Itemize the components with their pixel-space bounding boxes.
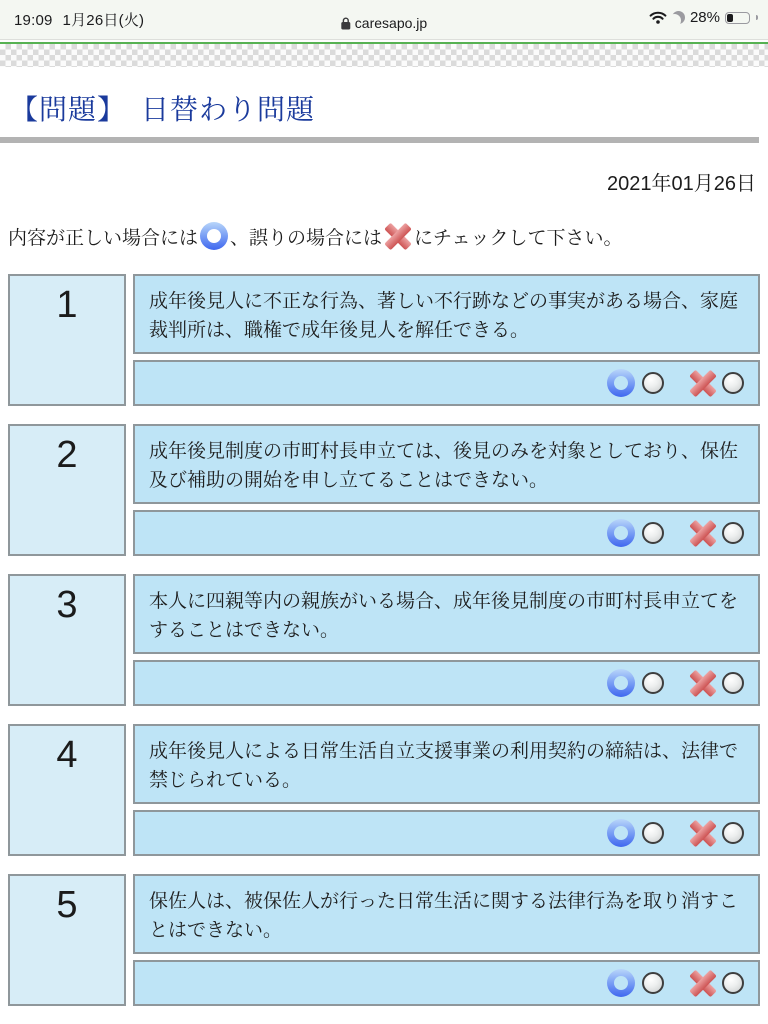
banner-image-placeholder	[0, 44, 768, 67]
question-row-1	[8, 274, 760, 406]
correct-radio[interactable]	[642, 672, 664, 694]
page-title: 【問題】 日替わり問題	[10, 94, 316, 125]
wrong-radio[interactable]	[722, 822, 744, 844]
correct-icon	[607, 969, 635, 997]
correct-radio[interactable]	[642, 972, 664, 994]
clock: 19:09	[14, 12, 53, 29]
quiz-date: 2021年01月26日	[607, 173, 756, 195]
instruction	[8, 222, 768, 250]
correct-icon	[607, 669, 635, 697]
correct-icon	[607, 819, 635, 847]
question-row-3	[8, 574, 760, 706]
wrong-icon	[689, 669, 717, 697]
status-date: 1月26日(火)	[62, 12, 145, 29]
question-row-5	[8, 874, 760, 1006]
question-number: 1	[8, 274, 126, 406]
wrong-radio[interactable]	[722, 972, 744, 994]
question-number: 3	[8, 574, 126, 706]
quiz-page	[0, 93, 768, 1024]
wrong-icon	[689, 969, 717, 997]
question-row-2	[8, 424, 760, 556]
correct-mark-icon	[200, 222, 228, 250]
question-row-4	[8, 724, 760, 856]
status-bar	[0, 0, 768, 40]
battery-tip	[756, 15, 758, 20]
correct-radio[interactable]	[642, 522, 664, 544]
correct-radio[interactable]	[642, 372, 664, 394]
wrong-radio[interactable]	[722, 522, 744, 544]
answer-row	[133, 510, 760, 556]
wrong-radio[interactable]	[722, 372, 744, 394]
wifi-icon	[649, 11, 667, 24]
answer-row	[133, 660, 760, 706]
wrong-radio[interactable]	[722, 672, 744, 694]
wrong-mark-icon	[384, 222, 412, 250]
question-text: 成年後見制度の市町村長申立ては、後見のみを対象としており、保佐及び補助の開始を申し立てることはできない。	[133, 424, 760, 504]
correct-icon	[607, 369, 635, 397]
address-bar[interactable]	[341, 15, 427, 31]
status-right	[649, 9, 758, 26]
instruction-text-3: にチェックして下さい。	[414, 227, 623, 249]
question-number: 4	[8, 724, 126, 856]
wrong-icon	[689, 819, 717, 847]
lock-icon	[341, 17, 351, 30]
question-text: 成年後見人による日常生活自立支援事業の利用契約の締結は、法律で禁じられている。	[133, 724, 760, 804]
status-left	[14, 9, 144, 30]
battery-percent: 28%	[689, 9, 720, 26]
wrong-icon	[689, 519, 717, 547]
battery-icon	[725, 12, 750, 24]
correct-radio[interactable]	[642, 822, 664, 844]
question-text: 本人に四親等内の親族がいる場合、成年後見制度の市町村長申立てをすることはできない。	[133, 574, 760, 654]
instruction-text-1: 内容が正しい場合には	[8, 227, 199, 249]
instruction-text-2: 、誤りの場合には	[230, 227, 383, 249]
answer-row	[133, 810, 760, 856]
question-number: 2	[8, 424, 126, 556]
question-list	[8, 274, 760, 1006]
answer-row	[133, 960, 760, 1006]
title-divider	[0, 137, 759, 143]
url-text: caresapo.jp	[354, 15, 428, 31]
question-text: 保佐人は、被保佐人が行った日常生活に関する法律行為を取り消すことはできない。	[133, 874, 760, 954]
correct-icon	[607, 519, 635, 547]
question-number: 5	[8, 874, 126, 1006]
moon-icon	[672, 11, 685, 24]
answer-row	[133, 360, 760, 406]
question-text: 成年後見人に不正な行為、著しい不行跡などの事実がある場合、家庭裁判所は、職権で成年後見人を解任できる。	[133, 274, 760, 354]
wrong-icon	[689, 369, 717, 397]
